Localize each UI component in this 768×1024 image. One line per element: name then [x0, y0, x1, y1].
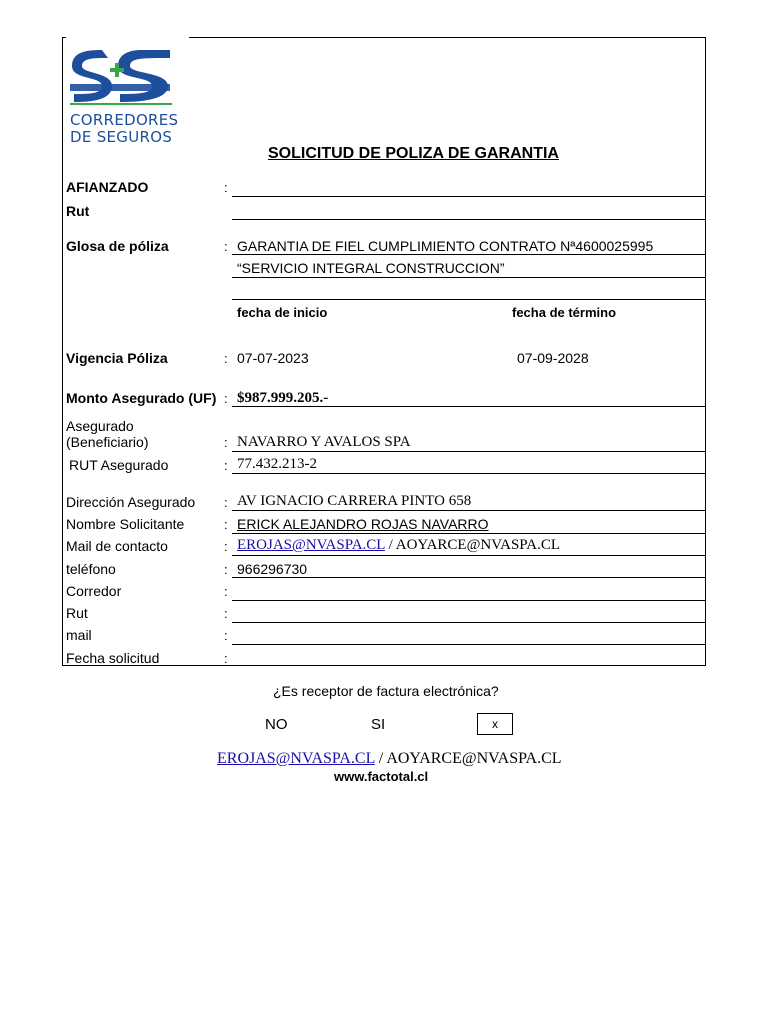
solicitante-colon: : — [224, 517, 228, 532]
mail-colon: : — [224, 539, 228, 554]
corredor-label: Corredor — [66, 583, 122, 599]
rut-line — [232, 219, 706, 220]
vigencia-label: Vigencia Póliza — [66, 350, 168, 366]
rut2-colon: : — [224, 606, 228, 621]
page-title: SOLICITUD DE POLIZA DE GARANTIA — [268, 145, 559, 162]
mail-link[interactable]: EROJAS@NVASPA.CL — [237, 537, 385, 553]
mail-value — [237, 537, 560, 554]
asegurado-value: NAVARRO Y AVALOS SPA — [237, 434, 411, 450]
start-date-label: fecha de inicio — [237, 305, 328, 320]
option-si: SI — [371, 716, 386, 733]
end-date-label: fecha de término — [512, 305, 617, 320]
mail-label: Mail de contacto — [66, 538, 168, 554]
frame-top-border — [189, 37, 706, 38]
glosa-line2: “SERVICIO INTEGRAL CONSTRUCCION” — [237, 260, 505, 276]
corredor-line — [232, 600, 706, 601]
logo-mark — [70, 50, 172, 105]
rut-asegurado-label: RUT Asegurado — [69, 457, 169, 473]
factura-email — [217, 750, 562, 768]
glosa-colon: : — [224, 239, 228, 254]
frame-corner — [62, 37, 66, 38]
mail-line — [232, 555, 706, 556]
direccion-value: AV IGNACIO CARRERA PINTO 658 — [237, 493, 472, 509]
start-date-value: 07-07-2023 — [237, 350, 309, 366]
telefono-label: teléfono — [66, 561, 116, 577]
asegurado-line — [232, 451, 706, 452]
rut-asegurado-line — [232, 473, 706, 474]
checkbox-mark: x — [492, 717, 498, 731]
afianzado-line — [232, 196, 706, 197]
direccion-colon: : — [224, 495, 228, 510]
mail2-line — [232, 644, 706, 645]
logo-line2: DE SEGUROS — [70, 128, 173, 146]
telefono-colon: : — [224, 562, 228, 577]
telefono-value: 966296730 — [237, 561, 308, 577]
afianzado-colon: : — [224, 180, 228, 195]
rut-asegurado-colon: : — [224, 458, 228, 473]
asegurado-colon: : — [224, 435, 228, 450]
mail2-colon: : — [224, 628, 228, 643]
factura-email-separator: / — [374, 750, 387, 767]
rut2-line — [232, 622, 706, 623]
solicitante-label: Nombre Solicitante — [66, 516, 185, 532]
logo-line1: CORREDORES — [70, 111, 179, 129]
afianzado-label: AFIANZADO — [66, 179, 149, 195]
mail-secondary: AOYARCE@NVASPA.CL — [395, 537, 561, 553]
rut2-label: Rut — [66, 605, 88, 621]
rut-label: Rut — [66, 203, 90, 219]
asegurado-label2: (Beneficiario) — [66, 434, 149, 450]
monto-colon: : — [224, 391, 228, 406]
direccion-label: Dirección Asegurado — [66, 494, 196, 510]
mail2-label: mail — [66, 627, 92, 643]
factura-checkbox[interactable] — [477, 713, 513, 735]
glosa-line1: GARANTIA DE FIEL CUMPLIMIENTO CONTRATO Nª4600025995 — [237, 238, 654, 254]
monto-value: $987.999.205.- — [237, 390, 329, 406]
glosa-underline2 — [232, 277, 706, 278]
option-no: NO — [265, 716, 288, 733]
end-date-value: 07-09-2028 — [517, 350, 589, 366]
vigencia-colon: : — [224, 351, 228, 366]
fecha-label: Fecha solicitud — [66, 650, 160, 666]
corredor-colon: : — [224, 584, 228, 599]
mail-separator: / — [384, 537, 396, 553]
telefono-line — [232, 577, 706, 578]
factura-email-secondary: AOYARCE@NVASPA.CL — [386, 750, 562, 767]
factura-question: ¿Es receptor de factura electrónica? — [273, 683, 499, 699]
solicitante-line — [232, 533, 706, 534]
monto-line — [232, 406, 706, 407]
factura-email-link[interactable]: EROJAS@NVASPA.CL — [217, 750, 375, 767]
direccion-line — [232, 510, 706, 511]
logo-text — [70, 112, 178, 146]
glosa-label: Glosa de póliza — [66, 238, 169, 254]
website: www.factotal.cl — [334, 769, 429, 784]
fecha-colon: : — [224, 651, 228, 666]
solicitante-value: ERICK ALEJANDRO ROJAS NAVARRO — [237, 516, 489, 532]
asegurado-label1: Asegurado — [66, 418, 134, 434]
glosa-underline3 — [232, 299, 706, 300]
monto-label: Monto Asegurado (UF) — [66, 390, 217, 406]
rut-asegurado-value: 77.432.213-2 — [237, 456, 317, 472]
glosa-underline1 — [232, 254, 706, 255]
